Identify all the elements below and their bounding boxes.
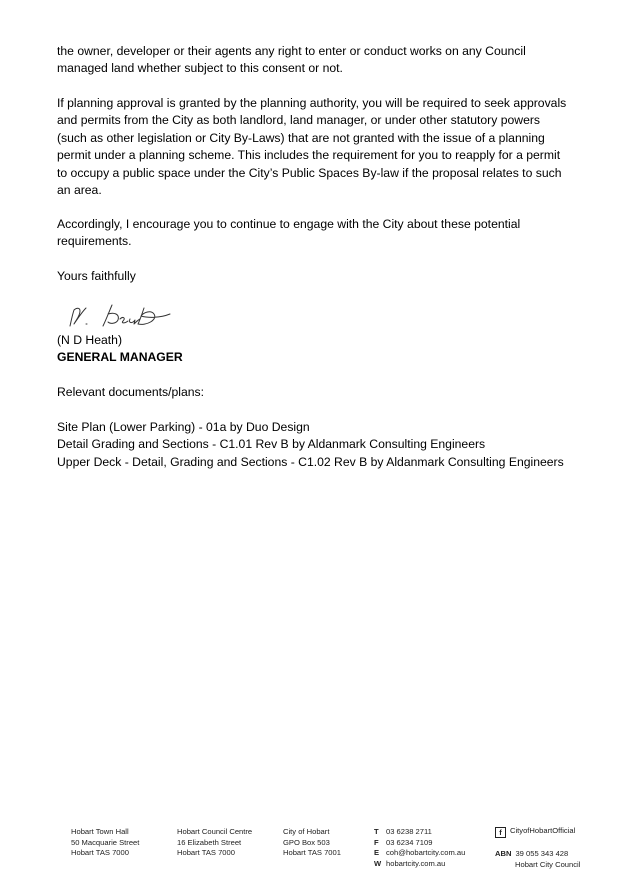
fax-value: 03 6234 7109 bbox=[386, 837, 433, 847]
signatory-name: (N D Heath) bbox=[57, 333, 123, 347]
footer-fax bbox=[374, 838, 465, 849]
facebook-handle: CityofHobartOfficial bbox=[510, 826, 576, 835]
phone-label: T bbox=[374, 827, 379, 836]
footer-phone bbox=[374, 827, 465, 838]
text-line: Accordingly, I encourage you to continue to engage with the City about these potential bbox=[57, 217, 521, 231]
text-line: requirements. bbox=[57, 234, 132, 249]
council-name: Hobart City Council bbox=[515, 859, 581, 869]
paragraph-engagement bbox=[57, 216, 577, 251]
footer-abn bbox=[495, 849, 580, 860]
text-line: If planning approval is granted by the planning authority, you will be required to seek approvals bbox=[57, 96, 567, 110]
text-line: managed land whether subject to this consent or not. bbox=[57, 61, 343, 76]
text-line: an area. bbox=[57, 183, 102, 198]
footer-line: Hobart Town Hall bbox=[71, 827, 129, 836]
email-value: coh@hobartcity.com.au bbox=[386, 848, 466, 858]
list-item: Upper Deck - Detail, Grading and Sections - C1.02 Rev B by Aldanmark Consulting Engineers bbox=[57, 454, 564, 469]
paragraph-rights-notice bbox=[57, 43, 577, 78]
paragraph-approvals bbox=[57, 95, 577, 199]
list-item: Site Plan (Lower Parking) - 01a by Duo Design bbox=[57, 420, 310, 434]
text-line: (such as other legislation or City By-Laws) that are not granted with the issue of a planning bbox=[57, 130, 545, 145]
footer-postal-address bbox=[283, 827, 341, 859]
signature-image bbox=[68, 302, 178, 332]
footer-line: Hobart TAS 7001 bbox=[283, 848, 341, 858]
fax-label: F bbox=[374, 837, 379, 847]
website-value: hobartcity.com.au bbox=[386, 858, 446, 868]
footer-line: Hobart Council Centre bbox=[177, 827, 253, 836]
footer-facebook bbox=[495, 826, 580, 838]
footer-address-town-hall bbox=[71, 827, 139, 859]
footer-social bbox=[495, 826, 580, 870]
footer-contact bbox=[374, 827, 465, 869]
signatory-title: GENERAL MANAGER bbox=[57, 350, 183, 364]
documents-heading: Relevant documents/plans: bbox=[57, 385, 205, 399]
list-item: Detail Grading and Sections - C1.01 Rev B by Aldanmark Consulting Engineers bbox=[57, 437, 486, 452]
website-label: W bbox=[374, 858, 382, 868]
email-label: E bbox=[374, 848, 380, 858]
text-line: and permits from the City as both landlord, land manager, or under other statutory powers bbox=[57, 113, 541, 128]
footer-line: Hobart TAS 7000 bbox=[177, 848, 235, 858]
footer-line: Hobart TAS 7000 bbox=[71, 848, 129, 858]
facebook-icon: f bbox=[495, 827, 506, 838]
documents-list bbox=[57, 419, 617, 471]
footer-line: City of Hobart bbox=[283, 827, 330, 836]
footer-line: GPO Box 503 bbox=[283, 837, 330, 847]
text-line: permit under a planning scheme. This includes the requirement for you to reapply for a permit bbox=[57, 148, 561, 163]
abn-label: ABN bbox=[495, 849, 512, 858]
footer-email bbox=[374, 848, 465, 859]
abn-value: 39 055 343 428 bbox=[515, 849, 569, 858]
closing: Yours faithfully bbox=[57, 269, 136, 283]
phone-value: 03 6238 2711 bbox=[386, 827, 432, 836]
text-line: the owner, developer or their agents any right to enter or conduct works on any Council bbox=[57, 44, 526, 58]
footer-line: 50 Macquarie Street bbox=[71, 837, 140, 847]
footer-website bbox=[374, 859, 465, 870]
footer-line: 16 Elizabeth Street bbox=[177, 837, 242, 847]
footer-address-council-centre bbox=[177, 827, 252, 859]
text-line: to occupy a public space under the City’s Public Spaces By-law if the proposal relates to such bbox=[57, 165, 562, 180]
